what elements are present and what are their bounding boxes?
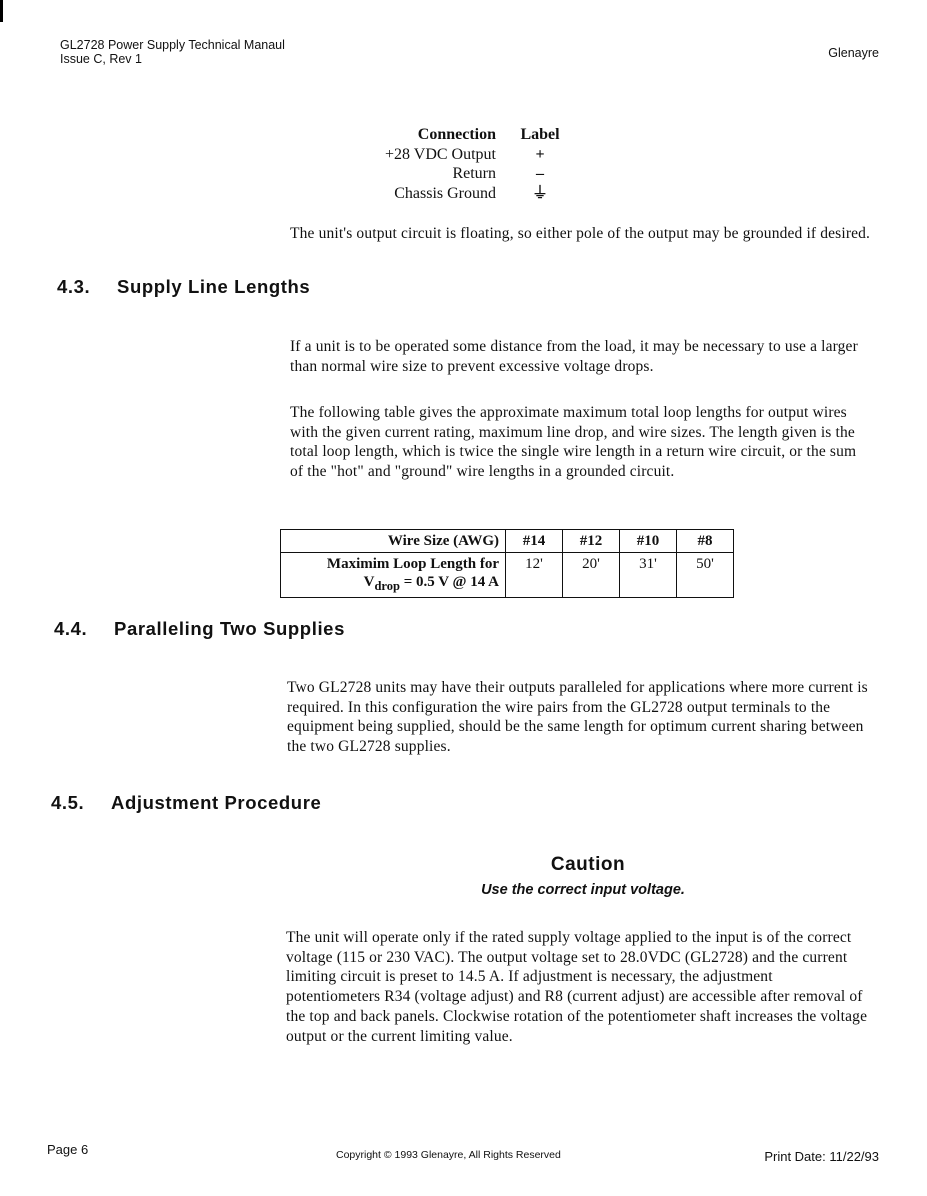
loop-length-label [281,553,506,598]
page-number: Page 6 [47,1142,89,1157]
wire-size-cell: #12 [563,530,620,553]
caution-subtitle: Use the correct input voltage. [481,882,685,898]
connection-column-header: Connection [417,126,496,143]
v-symbol: V [363,574,375,590]
section-heading-4-5 [51,792,321,814]
document-issue: Issue C, Rev 1 [60,52,142,66]
company-name: Glenayre [828,46,879,60]
connection-row [360,165,564,185]
label-column-header: Label [520,126,560,143]
connection-row [360,146,564,166]
document-header [60,38,285,66]
loop-length-label-line2 [287,573,499,595]
section-heading-4-4 [54,618,345,640]
loop-length-row [281,553,734,598]
chassis-ground-icon: ⏚ [531,184,548,202]
connection-table-header [360,126,564,146]
section-number: 4.3. [57,276,91,297]
drop-condition: = 0.5 V @ 14 A [399,574,499,590]
connection-label: – [536,165,544,182]
loop-length-cell: 12' [506,553,563,598]
wire-size-cell: #10 [620,530,677,553]
wire-size-table [280,529,734,598]
connection-name: Chassis Ground [394,184,496,202]
paragraph-adjustment: The unit will operate only if the rated supply voltage applied to the input is of the correct voltage (115 or 230 VAC). The output voltage set to 28.0VDC (GL2728) and the current limiting circuit is preset to 14.5 A. If adjustment is necessary, the adjustment potentiometers R34 (voltage adjust) and R8 (current adjust) are accessible after removal of the top and back panels. Clockwise rotation of the potentiometer shaft increases the voltage output or the current limiting value. [286,929,868,1045]
loop-length-cell: 31' [620,553,677,598]
section-number: 4.5. [51,792,85,813]
wire-size-cell: #8 [677,530,734,553]
loop-length-cell: 50' [677,553,734,598]
drop-subscript: drop [374,579,400,593]
scan-edge-mark [0,0,3,22]
paragraph-distance: If a unit is to be operated some distance from the load, it may be necessary to use a larger than normal wire size to prevent excessive voltage drops. [290,338,858,375]
connection-row [360,185,564,205]
loop-length-cell: 20' [563,553,620,598]
section-title: Paralleling Two Supplies [114,618,345,639]
wire-size-cell: #14 [506,530,563,553]
paragraph-table-intro: The following table gives the approximate maximum total loop lengths for output wires with the given current rating, maximum line drop, and wire sizes. The length given is the total loop length, which is twice the single wire length in a return wire circuit, or the sum of the "hot" and "ground" wire lengths in a grounded circuit. [290,404,857,481]
paragraph-paralleling: Two GL2728 units may have their outputs paralleled for applications where more current is required. In this configuration the wire pairs from the GL2728 output terminals to the equipment being supplied, should be the same length for optimum current sharing between the two GL2728 supplies. [287,679,868,756]
connection-name: Return [452,165,496,182]
loop-length-label-line1: Maximim Loop Length for [326,556,499,572]
wire-size-label: Wire Size (AWG) [281,530,506,553]
document-title: GL2728 Power Supply Technical Manaul [60,38,285,52]
connection-name: +28 VDC Output [385,145,496,163]
connection-label-table [360,126,564,204]
section-number: 4.4. [54,618,88,639]
section-title: Adjustment Procedure [111,792,322,813]
caution-title: Caution [550,854,626,875]
wire-size-row [281,530,734,553]
paragraph-floating-output: The unit's output circuit is floating, so either pole of the output may be grounded if desired. [290,225,871,242]
connection-label: + [535,145,545,163]
print-date: Print Date: 11/22/93 [764,1149,879,1164]
section-heading-4-3 [57,276,310,298]
section-title: Supply Line Lengths [117,276,311,297]
copyright-notice: Copyright © 1993 Glenayre, All Rights Reserved [336,1149,561,1161]
